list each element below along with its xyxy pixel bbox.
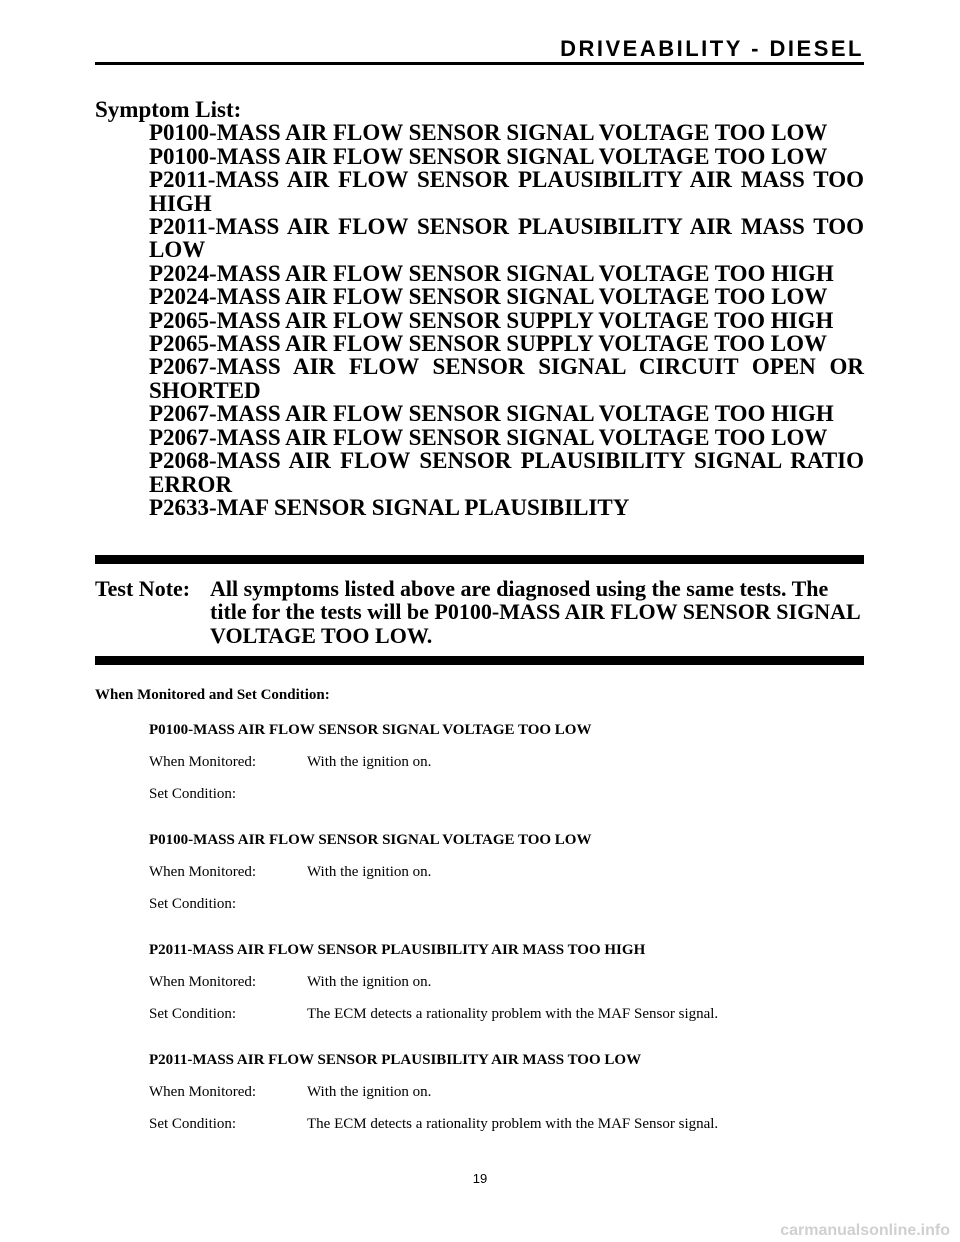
symptom-item: P2024-MASS AIR FLOW SENSOR SIGNAL VOLTAGE TOO HIGH	[149, 260, 834, 286]
symptom-item: P0100-MASS AIR FLOW SENSOR SIGNAL VOLTAGE TOO LOW	[149, 143, 828, 169]
when-monitored-value: With the ignition on.	[307, 974, 432, 990]
when-monitored-label: When Monitored:	[149, 754, 257, 770]
set-condition-value: The ECM detects a rationality problem with the MAF Sensor signal.	[307, 1116, 719, 1132]
section-divider-bottom	[95, 656, 864, 665]
when-monitored-line	[149, 753, 864, 771]
condition-entry	[149, 1051, 864, 1133]
set-condition-line	[149, 1005, 864, 1023]
symptom-item: P2011-MASS AIR FLOW SENSOR PLAUSIBILITY AIR MASS TOO LOW	[149, 214, 864, 263]
condition-entry	[149, 941, 864, 1023]
symptom-list	[95, 121, 864, 519]
when-monitored-line	[149, 863, 864, 881]
header-rule	[95, 62, 864, 65]
symptom-item: P2068-MASS AIR FLOW SENSOR PLAUSIBILITY SIGNAL RATIO ERROR	[149, 448, 864, 497]
set-condition-line	[149, 1115, 864, 1133]
set-condition-label: Set Condition:	[149, 1006, 237, 1022]
set-condition-label: Set Condition:	[149, 786, 237, 802]
section-divider-top	[95, 555, 864, 564]
set-condition-line	[149, 895, 864, 913]
symptom-item: P2011-MASS AIR FLOW SENSOR PLAUSIBILITY AIR MASS TOO HIGH	[149, 167, 864, 216]
page-header-title: DRIVEABILITY - DIESEL	[560, 36, 864, 61]
symptom-item: P2067-MASS AIR FLOW SENSOR SIGNAL CIRCUIT OPEN OR SHORTED	[149, 354, 864, 403]
when-monitored-line	[149, 973, 864, 991]
condition-code: P0100-MASS AIR FLOW SENSOR SIGNAL VOLTAGE TOO LOW	[149, 722, 592, 738]
test-note	[95, 577, 864, 647]
monitor-section	[95, 686, 864, 1133]
monitor-heading: When Monitored and Set Condition:	[95, 687, 330, 703]
symptom-item: P2065-MASS AIR FLOW SENSOR SUPPLY VOLTAGE TOO HIGH	[149, 307, 834, 333]
when-monitored-line	[149, 1083, 864, 1101]
condition-entry	[149, 721, 864, 803]
set-condition-line	[149, 785, 864, 803]
symptom-item: P2065-MASS AIR FLOW SENSOR SUPPLY VOLTAGE TOO LOW	[149, 331, 827, 357]
symptom-item: P2633-MAF SENSOR SIGNAL PLAUSIBILITY	[149, 494, 630, 520]
symptom-list-section	[95, 98, 864, 519]
watermark-text: carmanualsonline.info	[780, 1222, 950, 1239]
condition-entry	[149, 831, 864, 913]
set-condition-value: The ECM detects a rationality problem with the MAF Sensor signal.	[307, 1006, 719, 1022]
when-monitored-label: When Monitored:	[149, 864, 257, 880]
condition-code: P2011-MASS AIR FLOW SENSOR PLAUSIBILITY AIR MASS TOO LOW	[149, 1052, 642, 1068]
symptom-item: P2067-MASS AIR FLOW SENSOR SIGNAL VOLTAGE TOO HIGH	[149, 401, 834, 427]
when-monitored-label: When Monitored:	[149, 974, 257, 990]
when-monitored-label: When Monitored:	[149, 1084, 257, 1100]
condition-code: P0100-MASS AIR FLOW SENSOR SIGNAL VOLTAGE TOO LOW	[149, 832, 592, 848]
symptom-list-heading: Symptom List:	[95, 97, 242, 122]
test-note-label: Test Note:	[95, 576, 191, 601]
set-condition-label: Set Condition:	[149, 1116, 237, 1132]
when-monitored-value: With the ignition on.	[307, 864, 432, 880]
test-note-text: All symptoms listed above are diagnosed using the same tests. The title for the tests will be P0100-MASS AIR FLOW SENSOR SIGNAL VOLTAGE TOO LOW.	[210, 576, 860, 648]
when-monitored-value: With the ignition on.	[307, 754, 432, 770]
set-condition-label: Set Condition:	[149, 896, 237, 912]
when-monitored-value: With the ignition on.	[307, 1084, 432, 1100]
symptom-item: P2067-MASS AIR FLOW SENSOR SIGNAL VOLTAGE TOO LOW	[149, 424, 828, 450]
symptom-item: P0100-MASS AIR FLOW SENSOR SIGNAL VOLTAGE TOO LOW	[149, 120, 828, 146]
symptom-item: P2024-MASS AIR FLOW SENSOR SIGNAL VOLTAGE TOO LOW	[149, 284, 828, 310]
condition-code: P2011-MASS AIR FLOW SENSOR PLAUSIBILITY AIR MASS TOO HIGH	[149, 942, 646, 958]
page-number: 19	[472, 1171, 488, 1186]
